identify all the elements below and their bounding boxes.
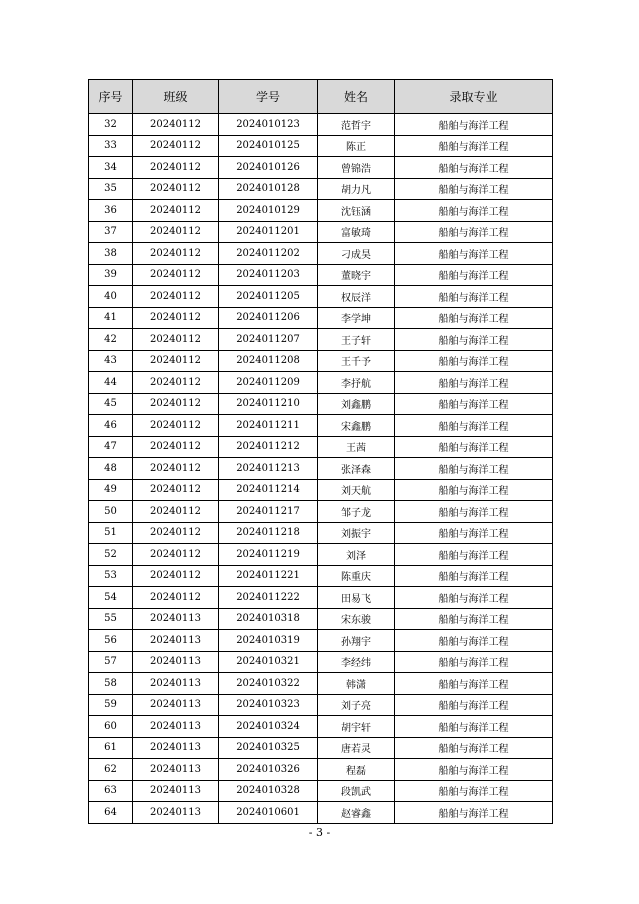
table-row	[89, 415, 553, 437]
table-row	[89, 759, 553, 781]
cell-student-id: 2024010323	[219, 694, 318, 716]
cell-major: 船舶与海洋工程	[395, 651, 553, 673]
cell-student-id: 2024011211	[219, 415, 318, 437]
cell-index: 32	[89, 114, 133, 136]
table-row	[89, 479, 553, 501]
table-row	[89, 393, 553, 415]
cell-student-id: 2024010326	[219, 759, 318, 781]
table-row	[89, 501, 553, 523]
cell-student-id: 2024010324	[219, 716, 318, 738]
cell-name: 唐若灵	[318, 737, 395, 759]
cell-major: 船舶与海洋工程	[395, 286, 553, 308]
cell-index: 42	[89, 329, 133, 351]
cell-major: 船舶与海洋工程	[395, 565, 553, 587]
cell-index: 39	[89, 264, 133, 286]
table-row	[89, 178, 553, 200]
cell-name: 王千予	[318, 350, 395, 372]
header-name: 姓名	[318, 80, 395, 114]
cell-name: 刘鑫鹏	[318, 393, 395, 415]
header-index: 序号	[89, 80, 133, 114]
cell-class: 20240112	[133, 458, 219, 480]
cell-name: 陈重庆	[318, 565, 395, 587]
cell-name: 沈钰涵	[318, 200, 395, 222]
cell-class: 20240113	[133, 694, 219, 716]
cell-index: 47	[89, 436, 133, 458]
cell-class: 20240112	[133, 544, 219, 566]
cell-index: 40	[89, 286, 133, 308]
cell-index: 46	[89, 415, 133, 437]
cell-student-id: 2024010325	[219, 737, 318, 759]
cell-name: 李学坤	[318, 307, 395, 329]
cell-index: 51	[89, 522, 133, 544]
table-row	[89, 264, 553, 286]
cell-major: 船舶与海洋工程	[395, 178, 553, 200]
table-row	[89, 673, 553, 695]
cell-class: 20240113	[133, 716, 219, 738]
cell-class: 20240112	[133, 522, 219, 544]
cell-major: 船舶与海洋工程	[395, 608, 553, 630]
cell-student-id: 2024010126	[219, 157, 318, 179]
table-row	[89, 221, 553, 243]
table-row	[89, 458, 553, 480]
cell-class: 20240112	[133, 200, 219, 222]
cell-index: 49	[89, 479, 133, 501]
cell-major: 船舶与海洋工程	[395, 415, 553, 437]
cell-name: 李经纬	[318, 651, 395, 673]
cell-major: 船舶与海洋工程	[395, 694, 553, 716]
cell-name: 胡力凡	[318, 178, 395, 200]
cell-class: 20240112	[133, 264, 219, 286]
cell-student-id: 2024011222	[219, 587, 318, 609]
cell-index: 44	[89, 372, 133, 394]
cell-name: 陈正	[318, 135, 395, 157]
cell-class: 20240113	[133, 651, 219, 673]
cell-name: 宋鑫鹏	[318, 415, 395, 437]
cell-class: 20240113	[133, 608, 219, 630]
cell-name: 王子轩	[318, 329, 395, 351]
cell-major: 船舶与海洋工程	[395, 716, 553, 738]
cell-class: 20240112	[133, 436, 219, 458]
cell-major: 船舶与海洋工程	[395, 780, 553, 802]
cell-name: 刁成昊	[318, 243, 395, 265]
header-class: 班级	[133, 80, 219, 114]
cell-index: 52	[89, 544, 133, 566]
cell-name: 曾锦浩	[318, 157, 395, 179]
cell-name: 韩潇	[318, 673, 395, 695]
cell-name: 程磊	[318, 759, 395, 781]
cell-name: 富敏琦	[318, 221, 395, 243]
cell-class: 20240112	[133, 221, 219, 243]
cell-major: 船舶与海洋工程	[395, 630, 553, 652]
cell-class: 20240112	[133, 114, 219, 136]
cell-student-id: 2024011201	[219, 221, 318, 243]
cell-index: 56	[89, 630, 133, 652]
cell-major: 船舶与海洋工程	[395, 243, 553, 265]
cell-student-id: 2024011213	[219, 458, 318, 480]
cell-index: 55	[89, 608, 133, 630]
cell-class: 20240112	[133, 415, 219, 437]
cell-index: 64	[89, 802, 133, 824]
cell-index: 63	[89, 780, 133, 802]
table-row	[89, 737, 553, 759]
cell-name: 刘振宇	[318, 522, 395, 544]
cell-student-id: 2024010321	[219, 651, 318, 673]
cell-student-id: 2024010328	[219, 780, 318, 802]
cell-index: 57	[89, 651, 133, 673]
cell-index: 45	[89, 393, 133, 415]
cell-class: 20240112	[133, 372, 219, 394]
cell-student-id: 2024010128	[219, 178, 318, 200]
cell-class: 20240113	[133, 759, 219, 781]
table-row	[89, 694, 553, 716]
cell-name: 胡宇轩	[318, 716, 395, 738]
page-number: - 3 -	[308, 826, 331, 839]
cell-major: 船舶与海洋工程	[395, 544, 553, 566]
cell-class: 20240112	[133, 479, 219, 501]
cell-index: 48	[89, 458, 133, 480]
cell-student-id: 2024011221	[219, 565, 318, 587]
cell-name: 刘子亮	[318, 694, 395, 716]
cell-student-id: 2024010125	[219, 135, 318, 157]
cell-index: 62	[89, 759, 133, 781]
cell-class: 20240112	[133, 307, 219, 329]
cell-major: 船舶与海洋工程	[395, 479, 553, 501]
table-row	[89, 802, 553, 824]
cell-index: 60	[89, 716, 133, 738]
cell-student-id: 2024011219	[219, 544, 318, 566]
table-row	[89, 544, 553, 566]
cell-name: 范哲宇	[318, 114, 395, 136]
table-row	[89, 329, 553, 351]
table-row	[89, 350, 553, 372]
cell-index: 37	[89, 221, 133, 243]
cell-index: 36	[89, 200, 133, 222]
cell-class: 20240112	[133, 501, 219, 523]
cell-student-id: 2024010322	[219, 673, 318, 695]
cell-student-id: 2024011207	[219, 329, 318, 351]
cell-name: 孙翔宇	[318, 630, 395, 652]
cell-name: 邹子龙	[318, 501, 395, 523]
table-row	[89, 200, 553, 222]
cell-student-id: 2024010319	[219, 630, 318, 652]
cell-student-id: 2024010318	[219, 608, 318, 630]
cell-index: 61	[89, 737, 133, 759]
cell-major: 船舶与海洋工程	[395, 673, 553, 695]
table-row	[89, 372, 553, 394]
cell-class: 20240113	[133, 673, 219, 695]
table-row	[89, 243, 553, 265]
cell-student-id: 2024011206	[219, 307, 318, 329]
cell-name: 董晓宇	[318, 264, 395, 286]
cell-major: 船舶与海洋工程	[395, 307, 553, 329]
admission-table	[88, 79, 553, 824]
cell-major: 船舶与海洋工程	[395, 501, 553, 523]
cell-major: 船舶与海洋工程	[395, 436, 553, 458]
cell-major: 船舶与海洋工程	[395, 114, 553, 136]
table-row	[89, 307, 553, 329]
cell-major: 船舶与海洋工程	[395, 157, 553, 179]
cell-major: 船舶与海洋工程	[395, 393, 553, 415]
cell-student-id: 2024010601	[219, 802, 318, 824]
cell-class: 20240112	[133, 565, 219, 587]
cell-class: 20240112	[133, 350, 219, 372]
cell-class: 20240112	[133, 587, 219, 609]
table-row	[89, 522, 553, 544]
table-row	[89, 114, 553, 136]
cell-student-id: 2024011203	[219, 264, 318, 286]
cell-student-id: 2024010123	[219, 114, 318, 136]
table-row	[89, 135, 553, 157]
cell-index: 53	[89, 565, 133, 587]
table-row	[89, 286, 553, 308]
cell-class: 20240112	[133, 393, 219, 415]
cell-major: 船舶与海洋工程	[395, 372, 553, 394]
cell-name: 王茜	[318, 436, 395, 458]
cell-major: 船舶与海洋工程	[395, 522, 553, 544]
cell-major: 船舶与海洋工程	[395, 221, 553, 243]
cell-major: 船舶与海洋工程	[395, 200, 553, 222]
table-row	[89, 780, 553, 802]
cell-student-id: 2024011209	[219, 372, 318, 394]
cell-class: 20240112	[133, 286, 219, 308]
cell-student-id: 2024011202	[219, 243, 318, 265]
cell-index: 54	[89, 587, 133, 609]
cell-major: 船舶与海洋工程	[395, 759, 553, 781]
cell-index: 50	[89, 501, 133, 523]
table-body	[89, 114, 553, 824]
cell-student-id: 2024011218	[219, 522, 318, 544]
cell-student-id: 2024011212	[219, 436, 318, 458]
table-row	[89, 436, 553, 458]
cell-index: 59	[89, 694, 133, 716]
cell-class: 20240112	[133, 135, 219, 157]
cell-major: 船舶与海洋工程	[395, 737, 553, 759]
cell-index: 34	[89, 157, 133, 179]
table-row	[89, 157, 553, 179]
cell-major: 船舶与海洋工程	[395, 135, 553, 157]
cell-student-id: 2024011208	[219, 350, 318, 372]
cell-name: 宋东骏	[318, 608, 395, 630]
cell-student-id: 2024011217	[219, 501, 318, 523]
header-row	[89, 80, 553, 114]
cell-index: 41	[89, 307, 133, 329]
cell-index: 35	[89, 178, 133, 200]
cell-major: 船舶与海洋工程	[395, 350, 553, 372]
header-major: 录取专业	[395, 80, 553, 114]
cell-name: 田易飞	[318, 587, 395, 609]
cell-major: 船舶与海洋工程	[395, 264, 553, 286]
table-row	[89, 587, 553, 609]
cell-index: 43	[89, 350, 133, 372]
cell-class: 20240112	[133, 329, 219, 351]
cell-major: 船舶与海洋工程	[395, 329, 553, 351]
cell-student-id: 2024011205	[219, 286, 318, 308]
cell-class: 20240113	[133, 780, 219, 802]
cell-class: 20240113	[133, 737, 219, 759]
table-row	[89, 565, 553, 587]
cell-name: 张泽森	[318, 458, 395, 480]
cell-name: 段凯武	[318, 780, 395, 802]
cell-class: 20240113	[133, 802, 219, 824]
cell-major: 船舶与海洋工程	[395, 587, 553, 609]
cell-name: 赵睿鑫	[318, 802, 395, 824]
cell-index: 58	[89, 673, 133, 695]
header-student-id: 学号	[219, 80, 318, 114]
table-row	[89, 716, 553, 738]
cell-index: 38	[89, 243, 133, 265]
cell-name: 李抒航	[318, 372, 395, 394]
cell-student-id: 2024011210	[219, 393, 318, 415]
cell-class: 20240112	[133, 157, 219, 179]
cell-index: 33	[89, 135, 133, 157]
cell-student-id: 2024011214	[219, 479, 318, 501]
cell-name: 刘泽	[318, 544, 395, 566]
cell-class: 20240113	[133, 630, 219, 652]
cell-class: 20240112	[133, 178, 219, 200]
cell-name: 权辰洋	[318, 286, 395, 308]
table-row	[89, 608, 553, 630]
cell-class: 20240112	[133, 243, 219, 265]
cell-name: 刘天航	[318, 479, 395, 501]
table-row	[89, 630, 553, 652]
table-row	[89, 651, 553, 673]
cell-major: 船舶与海洋工程	[395, 458, 553, 480]
cell-student-id: 2024010129	[219, 200, 318, 222]
cell-major: 船舶与海洋工程	[395, 802, 553, 824]
